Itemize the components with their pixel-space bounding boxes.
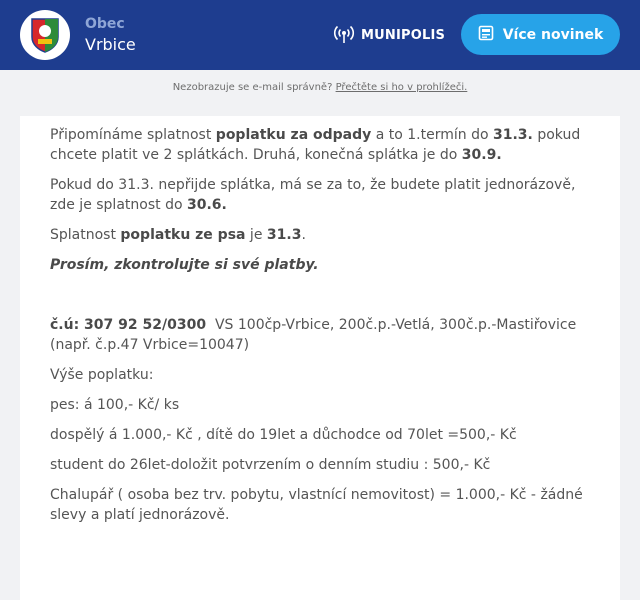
bold-text: poplatku ze psa [120, 227, 246, 243]
news-icon [478, 25, 494, 45]
fee-dog: pes: á 100,- Kč/ ks [50, 397, 180, 413]
bold-text: poplatku za odpady [215, 127, 372, 143]
email-header [0, 0, 640, 70]
brand-name: MUNIPOLIS [361, 27, 446, 43]
paragraph-check-payments: Prosím, zkontrolujte si své platby. [50, 257, 319, 273]
bold-date: 30.9. [461, 147, 502, 163]
text: je [245, 227, 267, 243]
bold-date: 30.6. [186, 197, 227, 213]
munipolis-brand[interactable] [333, 24, 445, 46]
spacer [50, 285, 590, 315]
paragraph-single-payment [50, 175, 590, 215]
paragraph-account [50, 315, 590, 355]
header-label-obec: Obec [85, 16, 125, 32]
fee-student: student do 26let-doložit potvrzením o denním studiu : 500,- Kč [50, 457, 491, 473]
account-number: č.ú: 307 92 52/0300 [50, 317, 207, 333]
more-news-button[interactable] [461, 14, 620, 55]
text: Připomínáme splatnost [50, 127, 216, 143]
paragraph-dog-fee [50, 225, 590, 245]
message-body [50, 125, 590, 535]
view-in-browser-notice [0, 82, 640, 93]
fees-title: Výše poplatku: [50, 367, 154, 383]
fee-cottage: Chalupář ( osoba bez trv. pobytu, vlastnící nemovitost) = 1.000,- Kč - žádné slevy a platí jednorázově. [50, 487, 583, 523]
view-in-browser-link[interactable]: Přečtěte si ho v prohlížeči. [335, 82, 468, 93]
broadcast-icon [333, 22, 355, 48]
bold-date: 31.3 [266, 227, 302, 243]
notice-text: Nezobrazuje se e-mail správně? [172, 82, 333, 93]
text: . [301, 227, 306, 243]
paragraph-waste-fee [50, 125, 590, 165]
fee-adult: dospělý á 1.000,- Kč , dítě do 19let a důchodce od 70let =500,- Kč [50, 427, 517, 443]
bold-date: 31.3. [493, 127, 533, 143]
text: Splatnost [50, 227, 121, 243]
town-coat-of-arms-logo[interactable] [20, 10, 70, 60]
header-town-name: Vrbice [85, 35, 136, 54]
text: pokud chcete platit ve 2 splátkách. Druhá, konečná splátka je do [50, 127, 581, 163]
more-news-label: Více novinek [502, 26, 604, 43]
variable-symbol-info: VS 100čp-Vrbice, 200č.p.-Vetlá, 300č.p.-Mastiřovice (např. č.p.47 Vrbice=10047) [50, 317, 581, 353]
text: a to 1.termín do [371, 127, 493, 143]
text: Pokud do 31.3. nepřijde splátka, má se za to, že budete platit jednorázově, zde je splatnost do [50, 177, 576, 213]
